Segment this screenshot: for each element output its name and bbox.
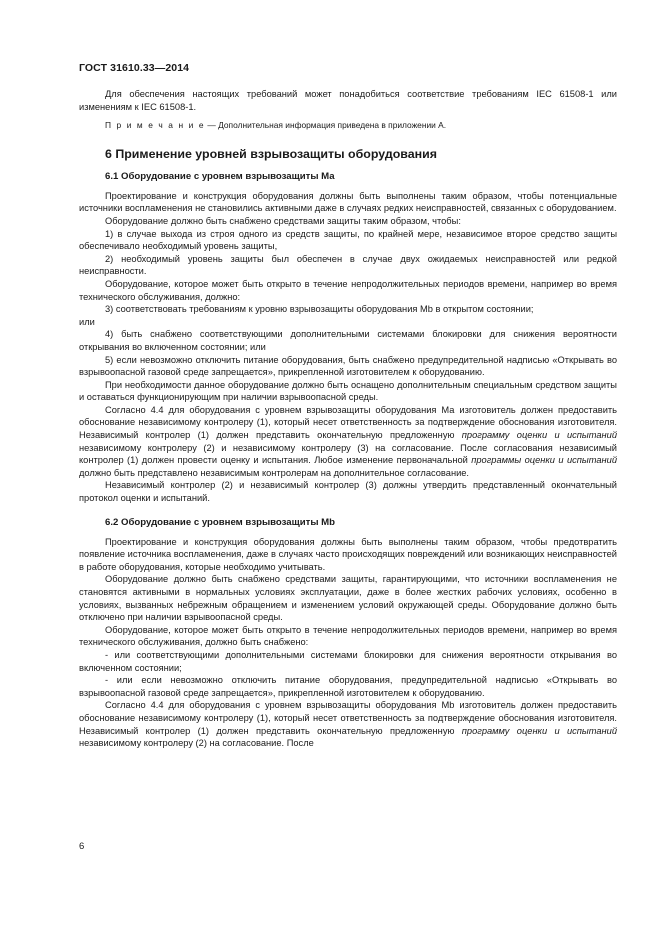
italic-term: программу оценки и испытаний (461, 430, 617, 441)
list-item: - или если невозможно отключить питание оборудования, предупредительной надписью «Открывать во взрывоопасной газовой среде запрещается», прикрепленной изготовителем к оборудованию. (79, 675, 617, 698)
text-run: должно быть представлено независимым контролерам на дополнительное согласование. (79, 467, 470, 478)
note-paragraph (79, 119, 617, 132)
paragraph: При необходимости данное оборудование должно быть оснащено дополнительным специальным средством защиты и оставаться функционирующим при наличии взрывоопасной среды. (79, 379, 617, 403)
intro-paragraph: Для обеспечения настоящих требований может понадобиться соответствие требованиям IEC 61508-1 или изменениям к IEC 61508-1. (79, 89, 617, 112)
text-run: Согласно 4.4 для оборудования с уровнем взрывозащиты оборудования Mb изготовитель должен предоставить обоснование независимому контролеру (1), который несет ответственность за подтверждение обоснования изготовителя. Независимый контролер (1) должен представить окончательную предложенную (79, 700, 617, 736)
paragraph: Оборудование должно быть снабжено средствами защиты, гарантирующими, что источники воспламенения не становятся активными в нормальных условиях эксплуатации, даже в более жестких рабочих условиях, особенно в условиях, вызванных небрежным обращением и изменением условий окружающей среды. Оборудование должно быть отключено при наличии взрывоопасной среды. (79, 574, 617, 623)
standard-code-header: ГОСТ 31610.33—2014 (79, 62, 190, 74)
paragraph: Независимый контролер (2) и независимый контролер (3) должны утвердить представленный окончательный протокол оценки и испытаний. (79, 480, 617, 504)
paragraph (79, 404, 617, 480)
conjunction-line: или (79, 316, 95, 327)
page-content (79, 88, 617, 750)
page-number: 6 (79, 841, 85, 852)
paragraph: Проектирование и конструкция оборудования должны быть выполнены таким образом, чтобы предотвратить появление источника воспламенения, даже в случаях часто происходящих повреждений или возникающих неисправностей в работе оборудования, которые необходимо учитывать. (79, 536, 617, 572)
italic-term: программу оценки и испытаний (461, 725, 617, 736)
paragraph: Оборудование, которое может быть открыто в течение непродолжительных периодов времени, например во время технического обслуживания, должно: (79, 278, 617, 302)
list-item: 4) быть снабжено соответствующими дополнительными системами блокировки для снижения вероятности открывания во включенном состоянии; или (79, 329, 617, 352)
list-item: 1) в случае выхода из строя одного из средств защиты, по крайней мере, независимое второе средство защиты обеспечивало необходимый уровень защиты, (79, 228, 617, 252)
paragraph: Проектирование и конструкция оборудования должны быть выполнены таким образом, чтобы потенциальные источники воспламенения не становились активными даже в случаях редких неисправностей, связанных с оборудованием. (79, 190, 617, 214)
text-run: независимому контролеру (2) на согласование. После (79, 738, 314, 749)
text-run: Согласно 4.4 для оборудования с уровнем взрывозащиты оборудования Ма изготовитель должен предоставить обоснование независимому контролеру (1), который несет ответственность за подтверждение обоснования изготовителя. Независимый контролер (1) должен представить окончательную предложенную (79, 404, 617, 441)
list-item: - или соответствующими дополнительными системами блокировки для снижения вероятности открывания во включенном состоянии; (79, 649, 617, 673)
italic-term: программы оценки и испытаний (471, 455, 617, 466)
paragraph (79, 699, 617, 749)
subsection-6-1-heading: 6.1 Оборудование с уровнем взрывозащиты Ма (105, 170, 335, 182)
paragraph: Оборудование, которое может быть открыто в течение непродолжительных периодов времени, например во время технического обслуживания, должно быть снабжено: (79, 624, 617, 648)
list-item: 2) необходимый уровень защиты был обеспечен в случае двух ожидаемых неисправностей или редкой неисправности. (79, 253, 617, 277)
section-6-heading: 6 Применение уровней взрывозащиты оборудования (105, 146, 437, 161)
list-item: 3) соответствовать требованиям к уровню взрывозащиты оборудования Mb в открытом состоянии; (105, 304, 534, 315)
subsection-6-2-heading: 6.2 Оборудование с уровнем взрывозащиты Mb (105, 516, 336, 528)
note-text: — Дополнительная информация приведена в приложении А. (205, 120, 447, 131)
note-label: П р и м е ч а н и е (105, 120, 206, 131)
paragraph: Оборудование должно быть снабжено средствами защиты таким образом, чтобы: (105, 215, 461, 226)
text-run: независимому контролеру (2) и независимому контролеру (3) на согласование. После согласования независимый контролер (1) должен провести оценку и испытания. Любое изменение первоначальной (79, 442, 617, 466)
list-item: 5) если невозможно отключить питание оборудования, быть снабжено предупредительной надписью «Открывать во взрывоопасной газовой среде запрещается», прикрепленной изготовителем к оборудованию. (79, 354, 617, 378)
